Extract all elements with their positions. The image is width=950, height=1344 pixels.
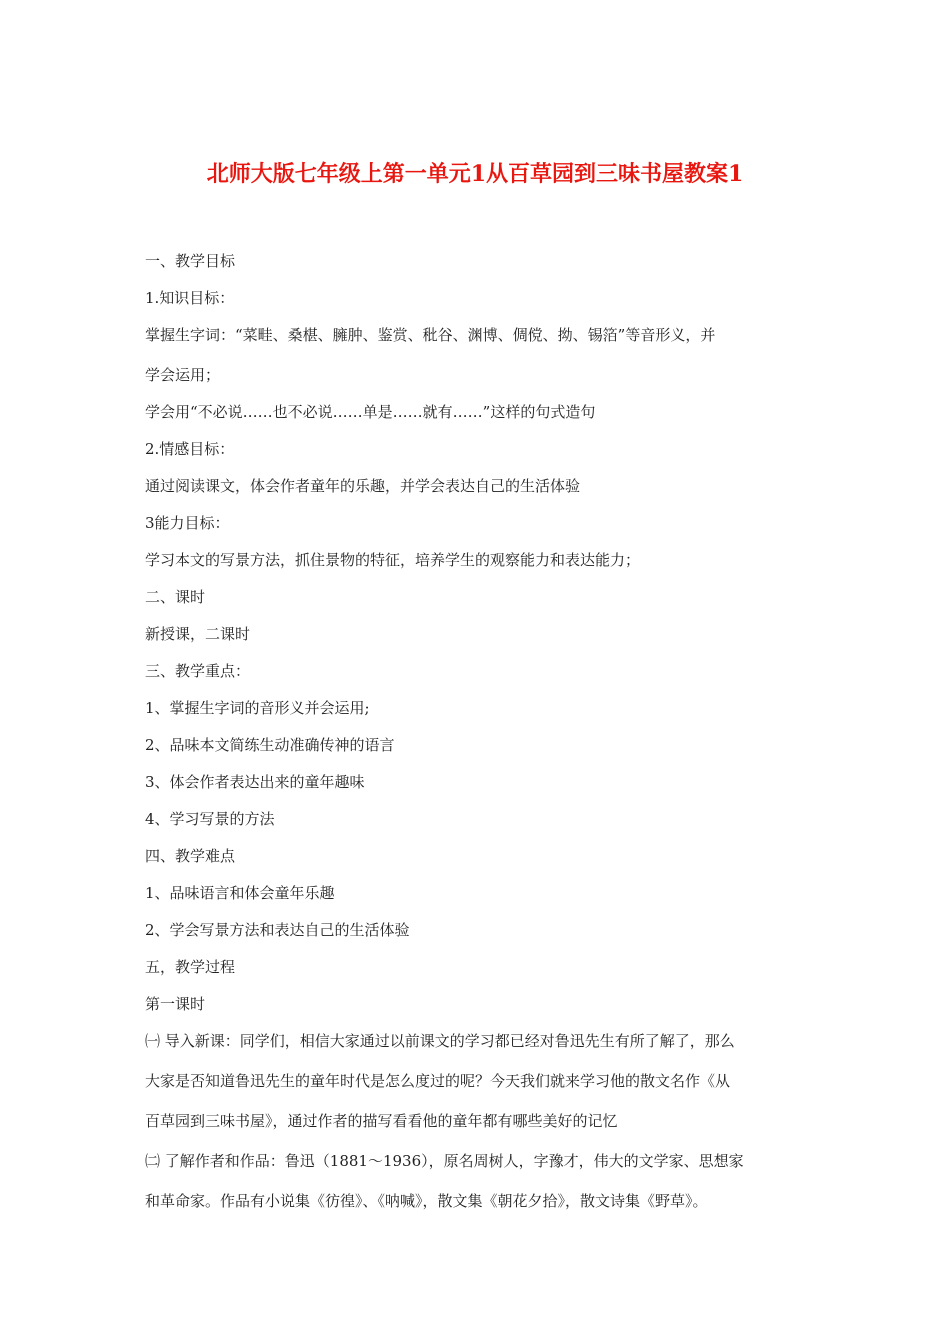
body-text: 通过阅读课文，体会作者童年的乐趣，并学会表达自己的生活体验 (145, 477, 581, 495)
subsection-heading: 1.知识目标： (145, 289, 235, 307)
list-item: 2、学会写景方法和表达自己的生活体验 (145, 921, 410, 939)
subsection-heading: 2.情感目标： (145, 440, 235, 458)
section-heading: 三、教学重点： (145, 662, 251, 680)
section-heading: 一、教学目标 (145, 252, 236, 270)
document-body (145, 249, 815, 1213)
list-item: 1、掌握生字词的音形义并会运用; (145, 699, 370, 717)
body-text: 掌握生字词：“菜畦、桑椹、臃肿、鉴赏、秕谷、渊博、倜傥、拗、锡箔”等音形义，并 (145, 326, 716, 344)
body-text: 学会运用； (145, 366, 221, 384)
body-text: 大家是否知道鲁迅先生的童年时代是怎么度过的呢？今天我们就来学习他的散文名作《从 (145, 1072, 731, 1090)
section-heading: 五，教学过程 (145, 958, 236, 976)
subsection-heading: 3能力目标： (145, 514, 230, 532)
body-text: ㈠ 导入新课：同学们，相信大家通过以前课文的学习都已经对鲁迅先生有所了解了，那么 (145, 1032, 735, 1050)
body-text: 新授课，二课时 (145, 625, 251, 643)
list-item: 1、品味语言和体会童年乐趣 (145, 884, 335, 902)
section-heading: 四、教学难点 (145, 847, 236, 865)
body-text: 学会用“不必说……也不必说……单是……就有……”这样的句式造句 (145, 403, 596, 421)
body-text: 学习本文的写景方法，抓住景物的特征，培养学生的观察能力和表达能力； (145, 551, 641, 569)
list-item: 2、品味本文简练生动准确传神的语言 (145, 736, 395, 754)
document-title: 北师大版七年级上第一单元1从百草园到三味书屋教案1 (206, 161, 744, 187)
list-item: 3、体会作者表达出来的童年趣味 (145, 773, 365, 791)
body-text: 百草园到三味书屋》，通过作者的描写看看他的童年都有哪些美好的记忆 (145, 1112, 618, 1130)
body-text: ㈡ 了解作者和作品：鲁迅（1881～1936），原名周树人，字豫才，伟大的文学家、思想家 (145, 1152, 744, 1170)
list-item: 4、学习写景的方法 (145, 810, 275, 828)
subsection-heading: 第一课时 (145, 995, 206, 1013)
body-text: 和革命家。作品有小说集《彷徨》、《呐喊》，散文集《朝花夕拾》，散文诗集《野草》。 (145, 1192, 708, 1210)
section-heading: 二、课时 (145, 588, 206, 606)
